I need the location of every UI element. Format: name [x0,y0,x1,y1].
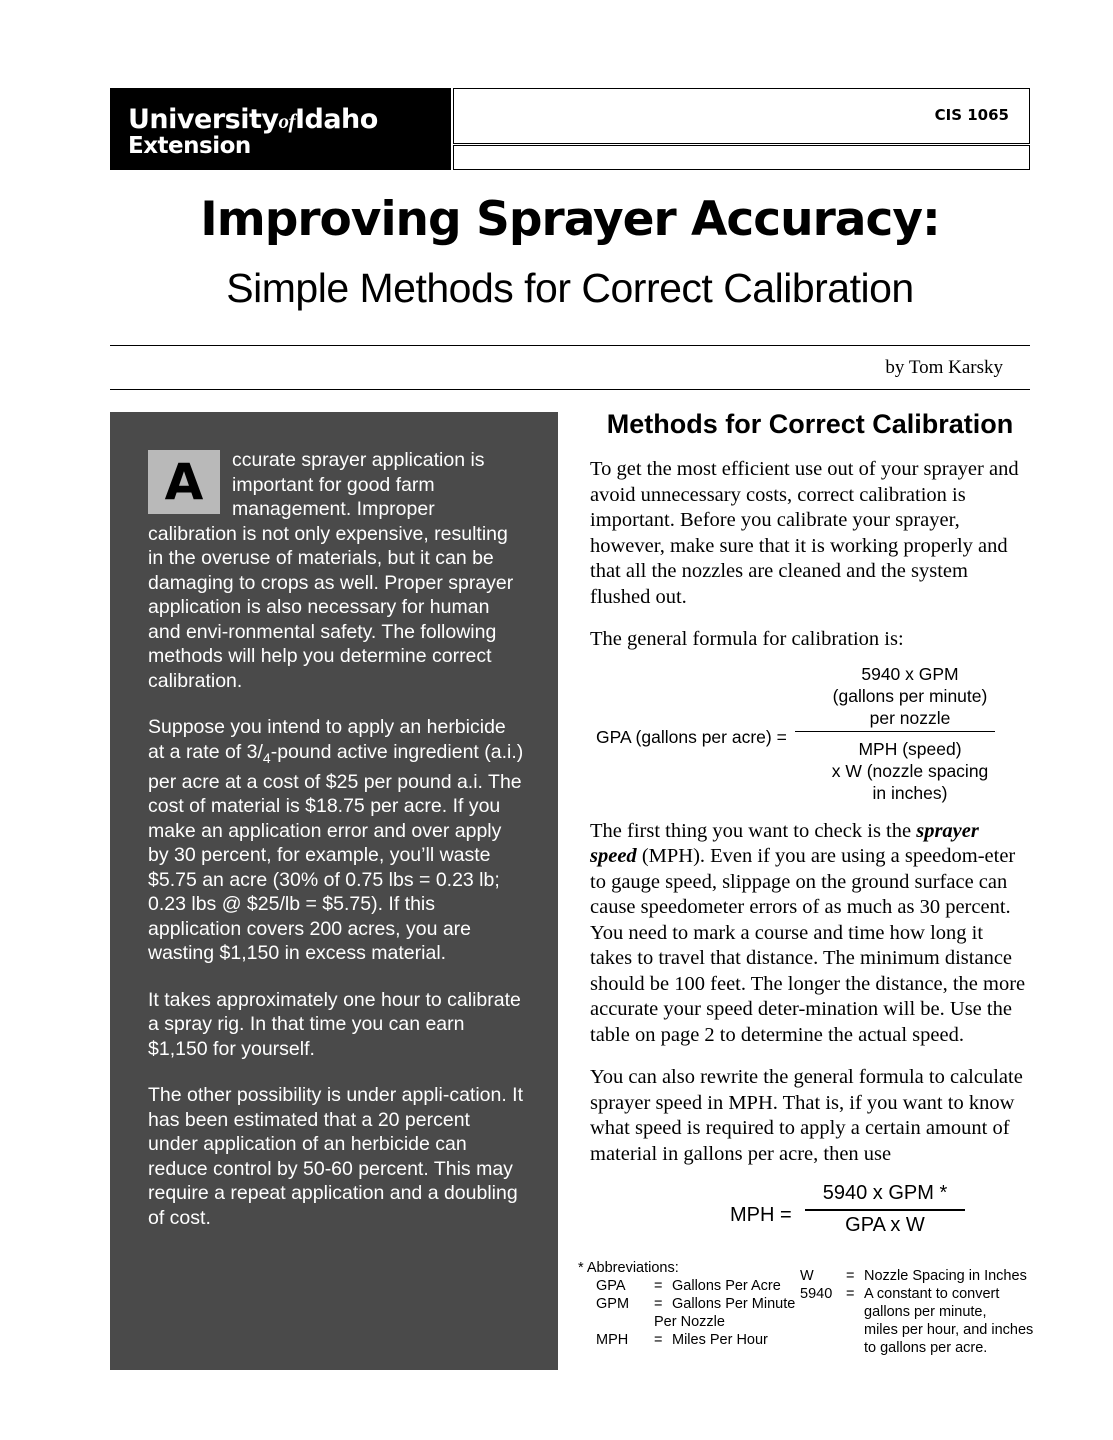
formula-gpa-num-1: 5940 x GPM [861,663,959,684]
abbrev-val: Gallons Per Minute [672,1296,796,1312]
logo-line-2: Extension [128,133,251,159]
logo-of-word: of [278,109,295,133]
formula-mph-numerator: 5940 x GPM * [822,1182,948,1204]
abbreviations-right [800,1267,1050,1357]
publication-number: CIS 1065 [934,106,1009,124]
sidebar-panel [110,412,558,1370]
sidebar-paragraph-4: The other possibility is under appli-cation. It has been estimated that a 20 percent under application of an herbicide can reduce control by 50-60 percent. This may require a repeat application and a doubling of cost. [148,1084,524,1229]
main-p3-emphasis: sprayer speed [590,819,979,867]
abbreviations-heading: * Abbreviations: [578,1260,679,1276]
abbrev-continuation: gallons per minute, [864,1304,987,1320]
header-box-bottom [453,145,1030,170]
abbrev-key: GPM [596,1296,630,1312]
abbreviation-row [578,1331,808,1349]
abbrev-key: W [800,1268,814,1284]
abbrev-continuation: miles per hour, and inches [864,1322,1034,1338]
section-title: Methods for Correct Calibration [606,409,1014,439]
sidebar-paragraph-2 [148,715,524,966]
abbrev-key: GPA [596,1278,626,1294]
main-paragraph-2: The general formula for calibration is: [590,628,904,650]
formula-gpa-num-2: (gallons per minute) [832,685,988,706]
formula-mph-denominator: GPA x W [845,1214,925,1236]
formula-gpa [590,663,1030,811]
main-column [578,408,1034,1369]
formula-gpa-num-3: per nozzle [869,707,951,728]
abbreviation-row [578,1295,808,1313]
formula-gpa-den-3: in inches) [872,782,948,803]
abbrev-key: 5940 [800,1286,833,1302]
sidebar-paragraph-1-text: ccurate sprayer application is important for good farm management. Improper calibration is not only expensive, resulting in the overuse of materials, but it can be damaging to crops as well. Proper sprayer application is also necessary for human and envi-ronmental safety. The following methods will help you determine correct calibration. [148,449,514,692]
main-p3-part-a: The first thing you want to check is the [590,819,917,842]
sidebar-p2-part-a: Suppose you intend to apply an herbicide at a rate of 3/ [148,716,506,763]
sidebar-paragraph-1 [148,448,524,693]
formula-mph-lhs: MPH = [730,1204,792,1226]
sidebar-p2-fraction-denominator: 4 [262,749,271,766]
abbreviations-left [578,1259,808,1349]
main-paragraph-4: You can also rewrite the general formula to calculate sprayer speed in MPH. That is, if you want to know what speed is required to apply a certain amount of material in gallons per acre, then use [590,1066,1023,1165]
abbreviations-block [578,1259,1034,1369]
abbrev-key: MPH [596,1332,629,1348]
abbrev-continuation: to gallons per acre. [864,1340,988,1356]
document-header [110,88,1030,170]
formula-mph [590,1177,1030,1247]
main-p3-part-b: (MPH). Even if you are using a speedom-eter to gauge speed, slippage on the ground surface can cause speedometer errors of as much as 30 percent. You need to mark a course and time how long it takes to travel that distance. The minimum distance should be 100 feet. The longer the distance, the more accurate your speed deter-mination will be. Use the table on page 2 to determine the actual speed. [590,845,1026,1046]
divider-top [110,345,1030,346]
page-subtitle: Simple Methods for Correct Calibration [226,265,914,311]
abbrev-eq: = [846,1268,855,1284]
logo-line-1: UniversityofIdaho [128,104,378,135]
abbrev-eq: = [654,1278,663,1294]
drop-cap: A [148,450,220,514]
abbreviation-row [800,1285,1050,1303]
abbrev-eq: = [846,1286,855,1302]
abbrev-val: A constant to convert [864,1286,1000,1302]
abbrev-continuation: Per Nozzle [654,1314,725,1330]
abbrev-val: Gallons Per Acre [672,1278,781,1294]
university-logo [110,88,451,170]
abbrev-val: Nozzle Spacing in Inches [864,1268,1027,1284]
main-paragraph-3 [590,819,1030,1049]
formula-gpa-den-1: MPH (speed) [858,738,962,759]
sidebar-paragraph-3: It takes approximately one hour to calibrate a spray rig. In that time you can earn $1,150 for yourself. [148,988,521,1060]
formula-gpa-den-2: x W (nozzle spacing [831,760,989,781]
abbrev-eq: = [654,1296,663,1312]
page-title: Improving Sprayer Accuracy: [200,192,940,247]
main-paragraph-1: To get the most efficient use out of your sprayer and avoid unnecessary costs, correct calibration is important. Before you calibrate your sprayer, however, make sure that it is working properly and that all the nozzles are cleaned and the system flushed out. [590,458,1019,608]
sidebar-p2-part-b: -pound active ingredient (a.i.) per acre at a cost of $25 per pound a.i. The cost of material is $18.75 per acre. If you make an application error and over apply by 30 percent, for example, you’ll waste $5.75 an acre (30% of 0.75 lbs = 0.23 lb; 0.23 lbs @ $25/lb = $5.75). If this application covers 200 acres, you are wasting $1,150 in excess material. [148,740,524,965]
abbreviation-row [800,1267,1050,1285]
formula-gpa-divider [795,731,995,733]
abbrev-val: Miles Per Hour [672,1332,768,1348]
abbrev-eq: = [654,1332,663,1348]
abbreviation-row [578,1277,808,1295]
formula-mph-divider [805,1209,965,1211]
header-box-top [453,88,1030,144]
formula-gpa-fraction [795,663,1025,804]
byline: by Tom Karsky [885,357,1003,378]
divider-bottom [110,389,1030,390]
formula-gpa-lhs: GPA (gallons per acre) = [596,726,787,747]
